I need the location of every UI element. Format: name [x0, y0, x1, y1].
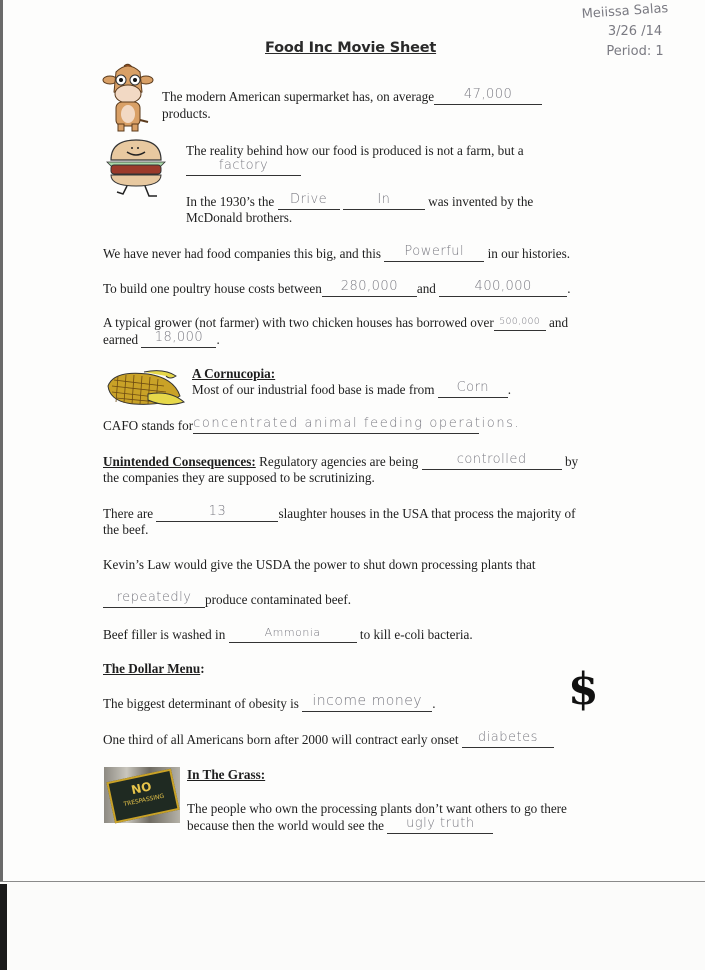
- question-9: Unintended Consequences: Regulatory agencies are being controlled by: [103, 452, 579, 469]
- section-heading-cornucopia: A Cornucopia:: [192, 366, 276, 381]
- answer-field-9[interactable]: controlled: [422, 455, 562, 470]
- date: 3/26 /14: [607, 24, 663, 39]
- question-6: A typical grower (not farmer) with two chicken houses has borrowed over $^{500,000}$ and: [103, 315, 569, 330]
- answer-field-1[interactable]: 47,000: [434, 90, 542, 105]
- dollar-sign-icon: $: [568, 664, 599, 715]
- question-3-cont: McDonald brothers.: [186, 210, 293, 225]
- answer-field-4[interactable]: Powerful: [384, 247, 484, 262]
- answer-field-8[interactable]: concentrated animal feeding operations.: [193, 419, 479, 434]
- student-name: Meiissa Salas: [581, 0, 669, 23]
- question-1-cont: products.: [162, 106, 211, 121]
- question-2-cont: [186, 160, 301, 176]
- answer-field-3b[interactable]: In: [343, 195, 425, 210]
- question-2: The reality behind how our food is produced is not a farm, but a: [186, 143, 524, 158]
- answer-field-12[interactable]: Ammonia: [229, 628, 357, 643]
- answer-field-5a[interactable]: 280,000: [322, 282, 417, 297]
- answer-field-7[interactable]: Corn: [438, 383, 508, 398]
- burger-icon: [105, 136, 167, 200]
- question-11: Kevin’s Law would give the USDA the power to shut down processing plants that: [103, 557, 536, 572]
- no-trespassing-sign-icon: [104, 767, 180, 823]
- question-15-cont: because then the world would see the ugly truth: [187, 818, 493, 834]
- question-14: One third of all Americans born after 2000 will contract early onset diabetes: [103, 732, 554, 748]
- question-6-cont: earned 18,000 .: [103, 330, 220, 347]
- answer-field-5b[interactable]: 400,000: [439, 282, 567, 297]
- question-7: Most of our industrial food base is made from Corn .: [192, 380, 512, 397]
- scan-background: [7, 883, 705, 970]
- answer-field-6b[interactable]: 18,000: [141, 333, 216, 348]
- section-heading-in-the-grass: In The Grass:: [187, 767, 266, 782]
- period: Period: 1: [606, 44, 664, 59]
- question-3: In the 1930’s the Drive In was invented by the: [186, 192, 534, 209]
- corn-icon: [104, 366, 186, 410]
- answer-field-14[interactable]: diabetes: [462, 733, 554, 748]
- section-heading-dollar-menu: The Dollar Menu:: [103, 661, 205, 676]
- question-11-cont: repeatedly produce contaminated beef.: [103, 592, 351, 608]
- answer-field-13[interactable]: income money: [302, 697, 432, 712]
- question-4: We have never had food companies this big, and this Powerful in our histories.: [103, 244, 571, 261]
- answer-field-15[interactable]: ugly truth: [387, 819, 493, 834]
- answer-field-6a[interactable]: 500,000: [494, 316, 546, 331]
- answer-field-2[interactable]: factory: [186, 161, 301, 176]
- question-15: The people who own the processing plants don’t want others to go there: [187, 801, 567, 816]
- question-12: Beef filler is washed in $^{Ammonia}$ to kill e-coli bacteria.: [103, 626, 473, 642]
- scan-black-bar: [0, 884, 7, 970]
- question-10-cont: the beef.: [103, 522, 149, 537]
- question-9-cont: the companies they are supposed to be scrutinizing.: [103, 470, 375, 485]
- question-10: There are 13 slaughter houses in the USA that process the majority of: [103, 504, 576, 521]
- answer-field-10[interactable]: 13: [156, 507, 278, 522]
- question-1: The modern American supermarket has, on average 47,000: [162, 89, 542, 105]
- answer-field-11[interactable]: repeatedly: [103, 593, 205, 608]
- question-13: The biggest determinant of obesity is income money .: [103, 693, 436, 711]
- sign-face: NO TRESPASSING: [106, 769, 179, 824]
- question-8: CAFO stands forconcentrated animal feeding operations.: [103, 416, 521, 433]
- cow-icon: [102, 62, 154, 134]
- scan-page-edge: [0, 881, 705, 882]
- page-title: Food Inc Movie Sheet: [265, 40, 437, 56]
- answer-field-3a[interactable]: Drive: [278, 195, 340, 210]
- student-info: [560, 2, 690, 62]
- scan-left-edge: [0, 0, 3, 882]
- question-5: To build one poultry house costs between 280,000 and 400,000 .: [103, 279, 571, 296]
